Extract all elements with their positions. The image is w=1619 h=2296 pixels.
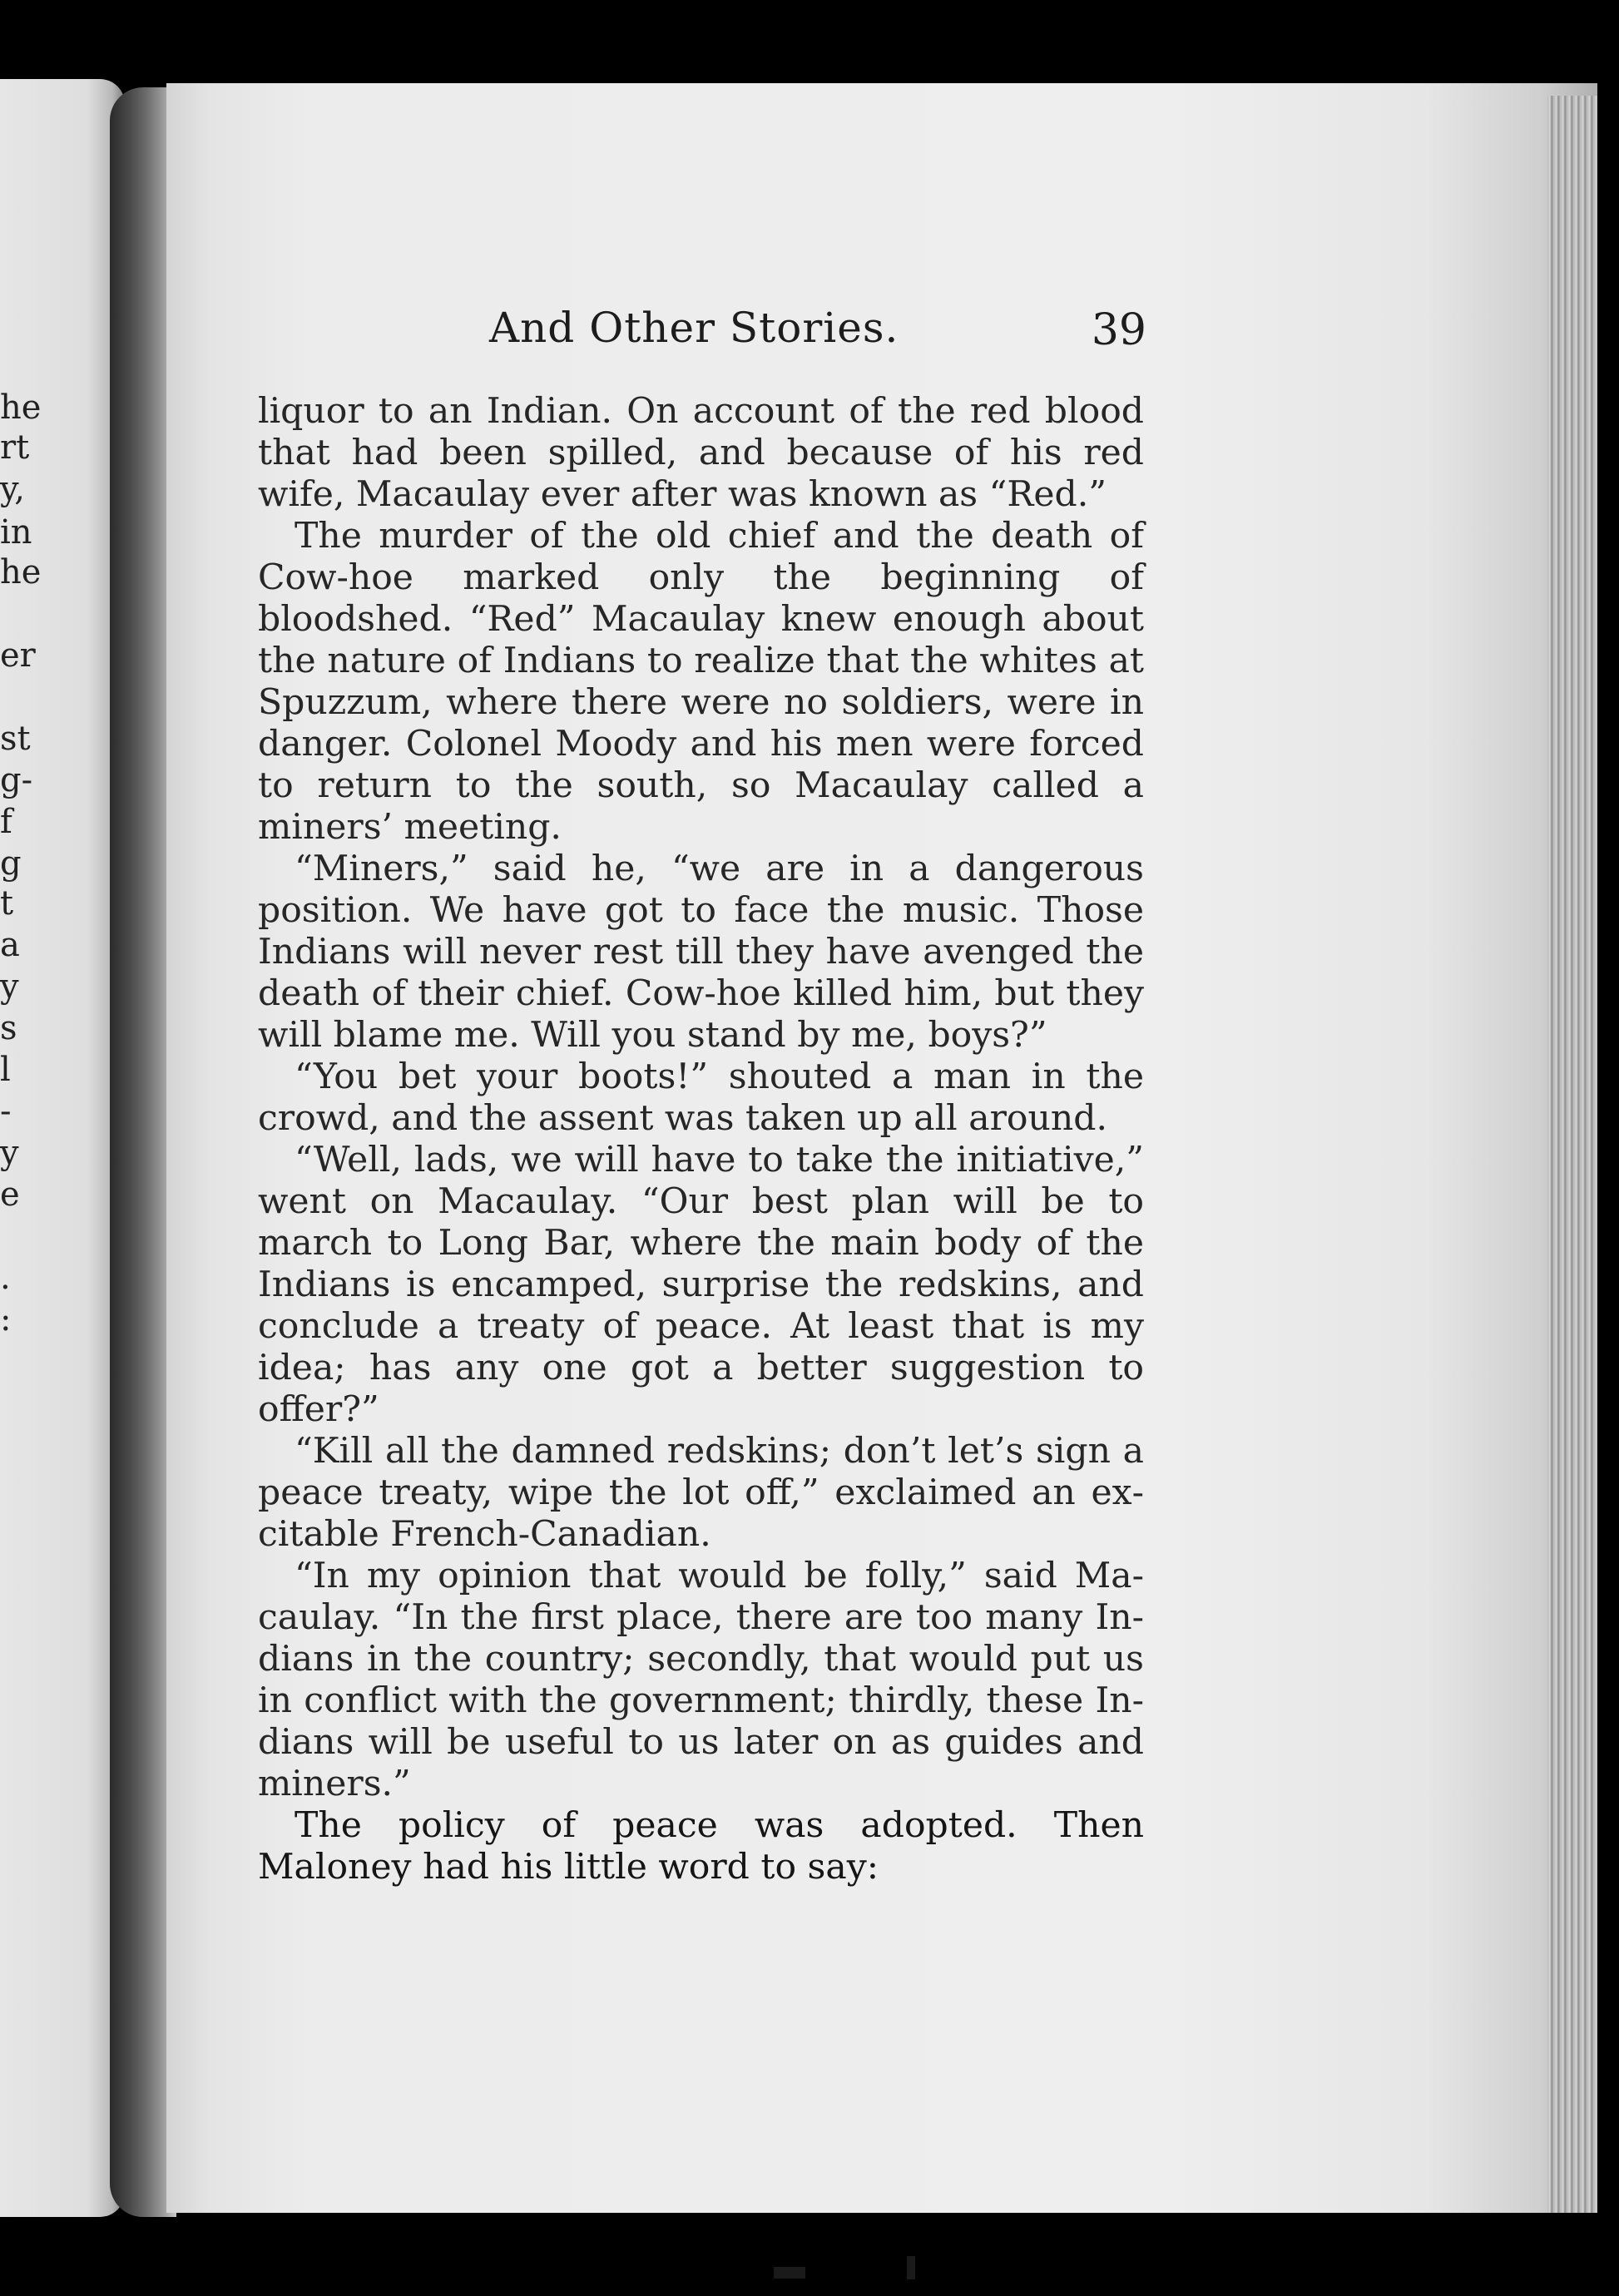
left-page-fragment: -	[0, 1092, 12, 1131]
paragraph: “Miners,” said he, “we are in a dangerous position. We have got to face the music. Those Indians will never rest till they have avenged the death of their chief. Cow-hoe killed him, but they will blame me. Will you stand by me, boys?”	[258, 849, 1144, 1056]
left-page-fragment: y,	[0, 470, 25, 508]
left-page-fragment: he	[0, 553, 42, 591]
left-page-fragment: e	[0, 1175, 20, 1214]
left-page-fragment: .	[0, 1259, 11, 1297]
left-page-fragment: g	[0, 844, 22, 883]
page-fore-edges	[1547, 96, 1597, 2213]
left-page-fragment: g-	[0, 761, 33, 799]
left-page-fragment: s	[0, 1009, 17, 1047]
paragraph: “In my opinion that would be folly,” said Macaulay. “In the first place, there are too many Indians in the country; secondly, that would put us in conflict with the government; thirdly, these Indians will be useful to us later on as guides and miners.”	[258, 1556, 1144, 1804]
paragraph: “You bet your boots!” shouted a man in the crowd, and the assent was taken up all around.	[258, 1056, 1144, 1139]
paragraph: “Well, lads, we will have to take the initiative,” went on Macaulay. “Our best plan will be to march to Long Bar, where the main body of the Indians is encamped, surprise the redskins, and conclude a treaty of peace. At least that is my idea; has any one got a better suggestion to offer?”	[258, 1140, 1144, 1430]
paragraph: The murder of the old chief and the death of Cow-hoe marked only the beginning of bloodshed. “Red” Macaulay knew enough about the nature of Indians to realize that the whites at Spuzzum, where there were no soldiers, were in danger. Colonel Moody and his men were forced to return to the south, so Macaulay called a miners’ meeting.	[258, 516, 1144, 848]
paragraph: “Kill all the damned redskins; don’t let’s sign a peace treaty, wipe the lot off,” exclaimed an excitable French-Canadian.	[258, 1431, 1144, 1555]
left-page-fragment: f	[0, 803, 12, 841]
scan-artifact	[774, 2267, 805, 2279]
page-header	[489, 304, 1146, 354]
left-page-fragment: t	[0, 884, 14, 923]
scan-artifact	[907, 2256, 915, 2279]
left-page-fragment: :	[0, 1300, 12, 1339]
left-page-fragment: y	[0, 967, 19, 1006]
left-page-fragment: st	[0, 720, 31, 758]
left-page-fragment: a	[0, 926, 20, 964]
paragraph: liquor to an Indian. On account of the red blood that had been spilled, and because of his red wife, Macaulay ever after was known as “Red.”	[258, 391, 1144, 515]
left-page-fragment: in	[0, 513, 32, 552]
paragraph: The policy of peace was adopted. Then Maloney had his little word to say:	[258, 1805, 1144, 1888]
left-page-fragment: he	[0, 388, 42, 427]
left-page-fragment: er	[0, 636, 36, 675]
left-page-fragment: l	[0, 1051, 11, 1089]
left-page-fragment: y	[0, 1134, 19, 1172]
page-number: 39	[1091, 305, 1146, 355]
body-text	[258, 391, 1144, 1888]
left-page-fragment: rt	[0, 428, 30, 467]
running-head: And Other Stories.	[489, 304, 899, 352]
